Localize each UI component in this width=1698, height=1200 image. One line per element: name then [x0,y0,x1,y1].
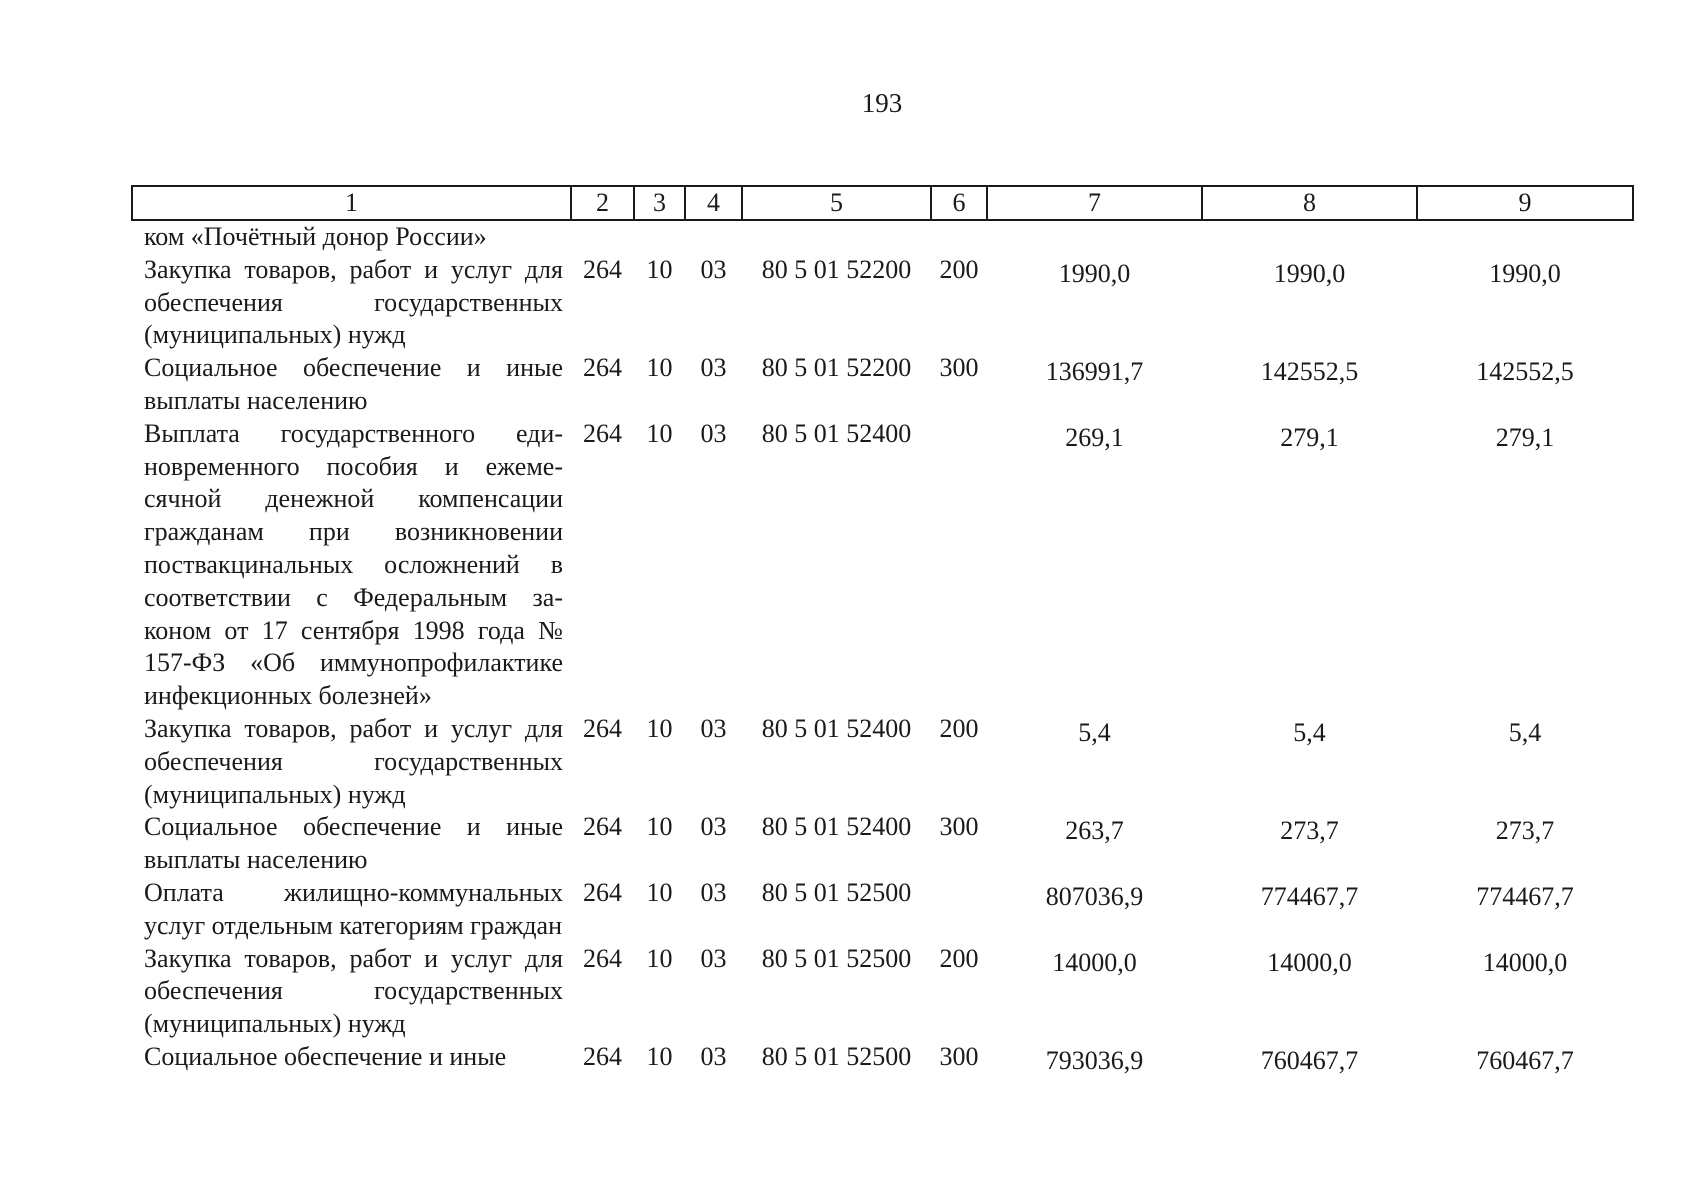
column-header-7: 7 [987,186,1202,220]
cell-amount-col9: 5,4 [1508,717,1542,747]
column-header-4: 4 [685,186,742,220]
cell-ministry-code: 264 [583,1041,622,1071]
table-row [132,943,1633,1041]
cell-amount-col9: 273,7 [1495,816,1555,846]
cell-amount-col9: 774467,7 [1476,881,1574,911]
cell-section-code: 10 [646,353,673,383]
column-header-6: 6 [931,186,987,220]
cell-ministry-code [571,220,634,254]
cell-amount-col7: 14000,0 [1052,947,1137,977]
column-header-8: 8 [1202,186,1417,220]
cell-subsection-code: 03 [700,713,727,743]
cell-ministry-code: 264 [583,418,622,448]
cell-target-article: 80 5 01 52400 [761,812,912,842]
cell-amount-col9: 142552,5 [1476,357,1574,387]
cell-amount-col9: 14000,0 [1482,947,1568,977]
cell-amount-col7: 5,4 [1078,717,1111,747]
table-row [132,254,1633,352]
table-row [132,352,1633,418]
budget-table [131,185,1634,1078]
cell-amount-col9: 1990,0 [1489,258,1561,288]
cell-expense-type: 200 [939,713,979,743]
table-row [132,1041,1633,1078]
table-header [132,186,1633,220]
cell-ministry-code: 264 [583,877,622,907]
column-header-9: 9 [1417,186,1633,220]
cell-amount-col8: 774467,7 [1260,881,1359,911]
cell-target-article: 80 5 01 52500 [761,877,912,907]
table-row [132,811,1633,877]
row-description: Закупка товаров, работ и услуг для обеспечения государственных (муниципальных) нужд [144,943,563,1039]
row-description: ком «Почётный донор России» [144,222,487,251]
cell-ministry-code: 264 [583,254,622,284]
table-body [132,220,1633,1078]
cell-amount-col8: 760467,7 [1260,1045,1359,1075]
cell-section-code [634,220,685,254]
cell-subsection-code: 03 [700,254,727,284]
cell-amount-col9: 279,1 [1495,422,1555,452]
cell-target-article: 80 5 01 52400 [761,418,912,448]
cell-target-article: 80 5 01 52400 [761,713,912,743]
cell-amount-col7: 1990,0 [1058,258,1131,288]
cell-subsection-code: 03 [700,812,727,842]
cell-section-code: 10 [646,943,673,973]
row-description: Выплата государственного единовременного пособия и ежемесячной денежной компенсации гражданам при возникновении поствакцинальных осложнений в соответствии с Федеральным законом от 17 сентября 1998 года № 157-ФЗ «Об иммунопрофилактике инфекционных болезней» [144,418,563,711]
cell-target-article: 80 5 01 52500 [761,1041,912,1071]
table-row [132,220,1633,254]
cell-subsection-code: 03 [700,418,727,448]
cell-section-code: 10 [646,713,673,743]
cell-expense-type: 300 [939,1041,979,1071]
row-description: Социальное обеспечение и иные выплаты населению [144,353,563,415]
table-row [132,877,1633,943]
cell-expense-type: 200 [939,943,979,973]
row-description: Закупка товаров, работ и услуг для обеспечения государственных (муниципальных) нужд [144,713,563,809]
cell-amount-col7: 807036,9 [1045,881,1144,911]
cell-amount-col8: 1990,0 [1273,258,1346,288]
cell-amount-col7: 793036,9 [1045,1045,1144,1075]
cell-amount-col7: 263,7 [1065,816,1124,846]
cell-section-code: 10 [646,877,673,907]
cell-expense-type: 300 [939,353,979,383]
cell-section-code: 10 [646,254,673,284]
cell-amount-col8 [1202,220,1417,254]
cell-expense-type: 300 [939,812,979,842]
page-number: 193 [861,88,903,118]
cell-subsection-code: 03 [700,877,727,907]
column-header-2: 2 [571,186,634,220]
column-header-1: 1 [132,186,571,220]
cell-subsection-code: 03 [700,943,727,973]
cell-amount-col7: 136991,7 [1045,357,1144,387]
cell-amount-col8: 142552,5 [1260,357,1359,387]
cell-amount-col9: 760467,7 [1476,1045,1574,1075]
row-description: Закупка товаров, работ и услуг для обеспечения государственных (муниципальных) нужд [144,254,563,350]
cell-ministry-code: 264 [583,943,622,973]
cell-ministry-code: 264 [583,713,622,743]
cell-expense-type [931,418,987,713]
table-row [132,713,1633,811]
cell-ministry-code: 264 [583,353,622,383]
cell-section-code: 10 [646,418,673,448]
cell-target-article: 80 5 01 52500 [761,943,912,973]
cell-expense-type [931,877,987,943]
cell-subsection-code: 03 [700,1041,727,1071]
cell-ministry-code: 264 [583,812,622,842]
cell-subsection-code [685,220,742,254]
cell-section-code: 10 [646,812,673,842]
cell-expense-type: 200 [939,254,979,284]
header-row [132,186,1633,220]
cell-amount-col8: 279,1 [1280,422,1339,452]
row-description: Социальное обеспечение и иные выплаты населению [144,812,563,875]
cell-amount-col8: 273,7 [1280,816,1339,846]
cell-amount-col8: 14000,0 [1267,947,1352,977]
cell-target-article: 80 5 01 52200 [761,353,912,383]
cell-section-code: 10 [646,1041,673,1071]
row-description: Социальное обеспечение и иные [144,1041,507,1071]
column-header-3: 3 [634,186,685,220]
row-description: Оплата жилищно-коммунальных услуг отдельным категориям граждан [144,877,563,940]
cell-amount-col7 [987,220,1202,254]
cell-subsection-code: 03 [700,353,727,383]
cell-amount-col7: 269,1 [1065,422,1124,452]
cell-expense-type [931,220,987,254]
cell-target-article: 80 5 01 52200 [761,254,912,284]
cell-amount-col8: 5,4 [1293,717,1326,747]
cell-target-article [742,220,931,254]
table-row [132,418,1633,713]
column-header-5: 5 [742,186,931,220]
cell-amount-col9 [1417,220,1633,254]
